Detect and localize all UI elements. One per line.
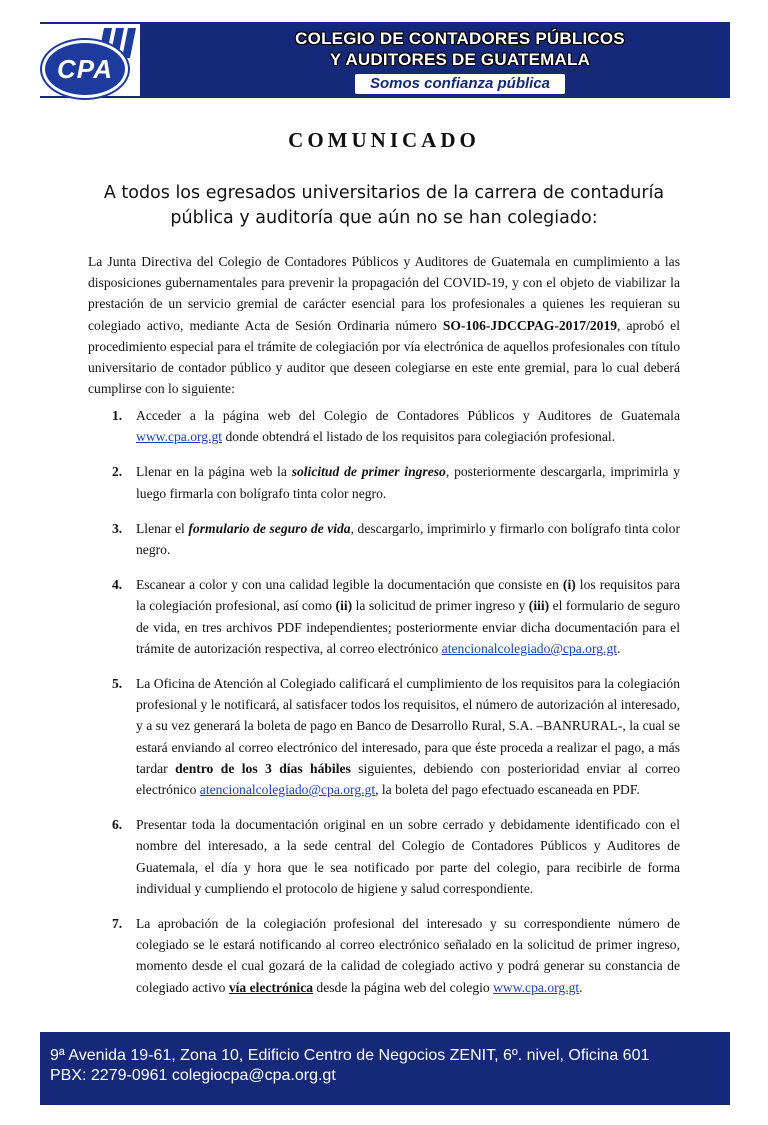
org-name-line2: Y AUDITORES DE GUATEMALA xyxy=(329,50,591,69)
footer-banner xyxy=(40,1032,730,1105)
steps-list xyxy=(88,405,680,1012)
step-item: 1. Acceder a la página web del Colegio de Contadores Públicos y Auditores de Guatemala www.cpa.org.gt donde obtendrá el listado de los requisitos para colegiación profesional. xyxy=(112,408,680,445)
acta-number: SO-106-JDCCPAG-2017/2019 xyxy=(442,317,618,333)
step-item: 7. La aprobación de la colegiación profesional del interesado y su correspondiente número de colegiado se le estará notificando al correo electrónico señalado en la solicitud de primer ingreso, momento desde el cual gozará de la calidad de colegiado activo y podrá generar su constancia de colegiado activo vía electrónica desde la página web del colegio www.cpa.org.gt. xyxy=(112,916,680,995)
email-link[interactable]: atencionalcolegiado@cpa.org.gt xyxy=(199,782,376,798)
deadline-text: dentro de los 3 días hábiles xyxy=(175,760,351,776)
footer-contact: PBX: 2279-0961 colegiocpa@cpa.org.gt xyxy=(50,1067,336,1084)
step-item: 5. La Oficina de Atención al Colegiado calificará el cumplimiento de los requisitos para la colegiación profesional y le notificará, al satisfacer todos los requisitos, el número de autorización al interesado, y a su vez generará la boleta de pago en Banco de Desarrollo Rural, S.A. –BANRURAL-, la cual se estará enviando al correo electrónico del interesado, para que éste proceda a realizar el pago, a más tardar dentro de los 3 días hábiles siguientes, debiendo con posterioridad enviar al correo electrónico atencionalcolegiado@cpa.org.gt, la boleta del pago efectuado escaneada en PDF. xyxy=(112,676,681,798)
emphasis-text: solicitud de primer ingreso xyxy=(291,464,446,480)
email-link[interactable]: atencionalcolegiado@cpa.org.gt xyxy=(441,640,618,656)
org-name-line1: COLEGIO DE CONTADORES PÚBLICOS xyxy=(295,29,625,48)
step-item: 2. Llenar en la página web la solicitud de primer ingreso, posteriormente descargarla, imprimirla y luego firmarla con bolígrafo tinta color negro. xyxy=(112,464,681,501)
step-item: 3. Llenar el formulario de seguro de vida, descargarlo, imprimirlo y firmarlo con bolígrafo tinta color negro. xyxy=(112,520,680,558)
step-item: 6. Presentar toda la documentación original en un sobre cerrado y debidamente identificado con el nombre del interesado, a la sede central del Colegio de Contadores Públicos y Auditores de Guatemala, el día y hora que le sea notificado por parte del colegio, para recibirle de forma individual y cumpliendo el protocolo de higiene y salud correspondiente. xyxy=(112,817,680,896)
website-link[interactable]: www.cpa.org.gt xyxy=(136,429,223,445)
emphasis-text: vía electrónica xyxy=(228,979,314,995)
document-subtitle: A todos los egresados universitarios de la carrera de contaduría pública y auditoría que aún no se han colegiado: xyxy=(103,183,665,228)
logo-oval xyxy=(42,40,128,98)
logo-text: CPA xyxy=(57,54,113,84)
intro-paragraph: La Junta Directiva del Colegio de Contadores Públicos y Auditores de Guatemala en cumplimiento a las disposiciones gubernamentales para prevenir la propagación del COVID-19, y con el objeto de viabilizar la prestación de un servicio gremial de carácter esencial para los profesionales a quienes les requieran su colegiado activo, mediante Acta de Sesión Ordinaria número SO-106-JDCCPAG-2017/2019, aprobó el procedimiento especial para el trámite de colegiación por vía electrónica de aquellos profesionales con título universitario de contador público y auditor que deseen colegiarse en este ente gremial, para lo cual deberá cumplirse con lo siguiente: xyxy=(88,254,680,397)
website-link[interactable]: www.cpa.org.gt xyxy=(493,979,580,995)
document-title: COMUNICADO xyxy=(288,128,480,152)
cpa-logo xyxy=(40,24,140,96)
step-item: 4. Escanear a color y con una calidad legible la documentación que consiste en (i) los requisitos para la colegiación profesional, así como (ii) la solicitud de primer ingreso y (iii) el formulario de seguro de vida, en tres archivos PDF independientes; posteriormente enviar dicha documentación para el trámite de autorización respectiva, al correo electrónico atencionalcolegiado@cpa.org.gt. xyxy=(112,577,680,656)
org-slogan: Somos confianza pública xyxy=(355,74,565,94)
footer-address: 9ª Avenida 19-61, Zona 10, Edificio Centro de Negocios ZENIT, 6º. nivel, Oficina 601 xyxy=(50,1047,650,1064)
emphasis-text: formulario de seguro de vida xyxy=(188,520,351,536)
